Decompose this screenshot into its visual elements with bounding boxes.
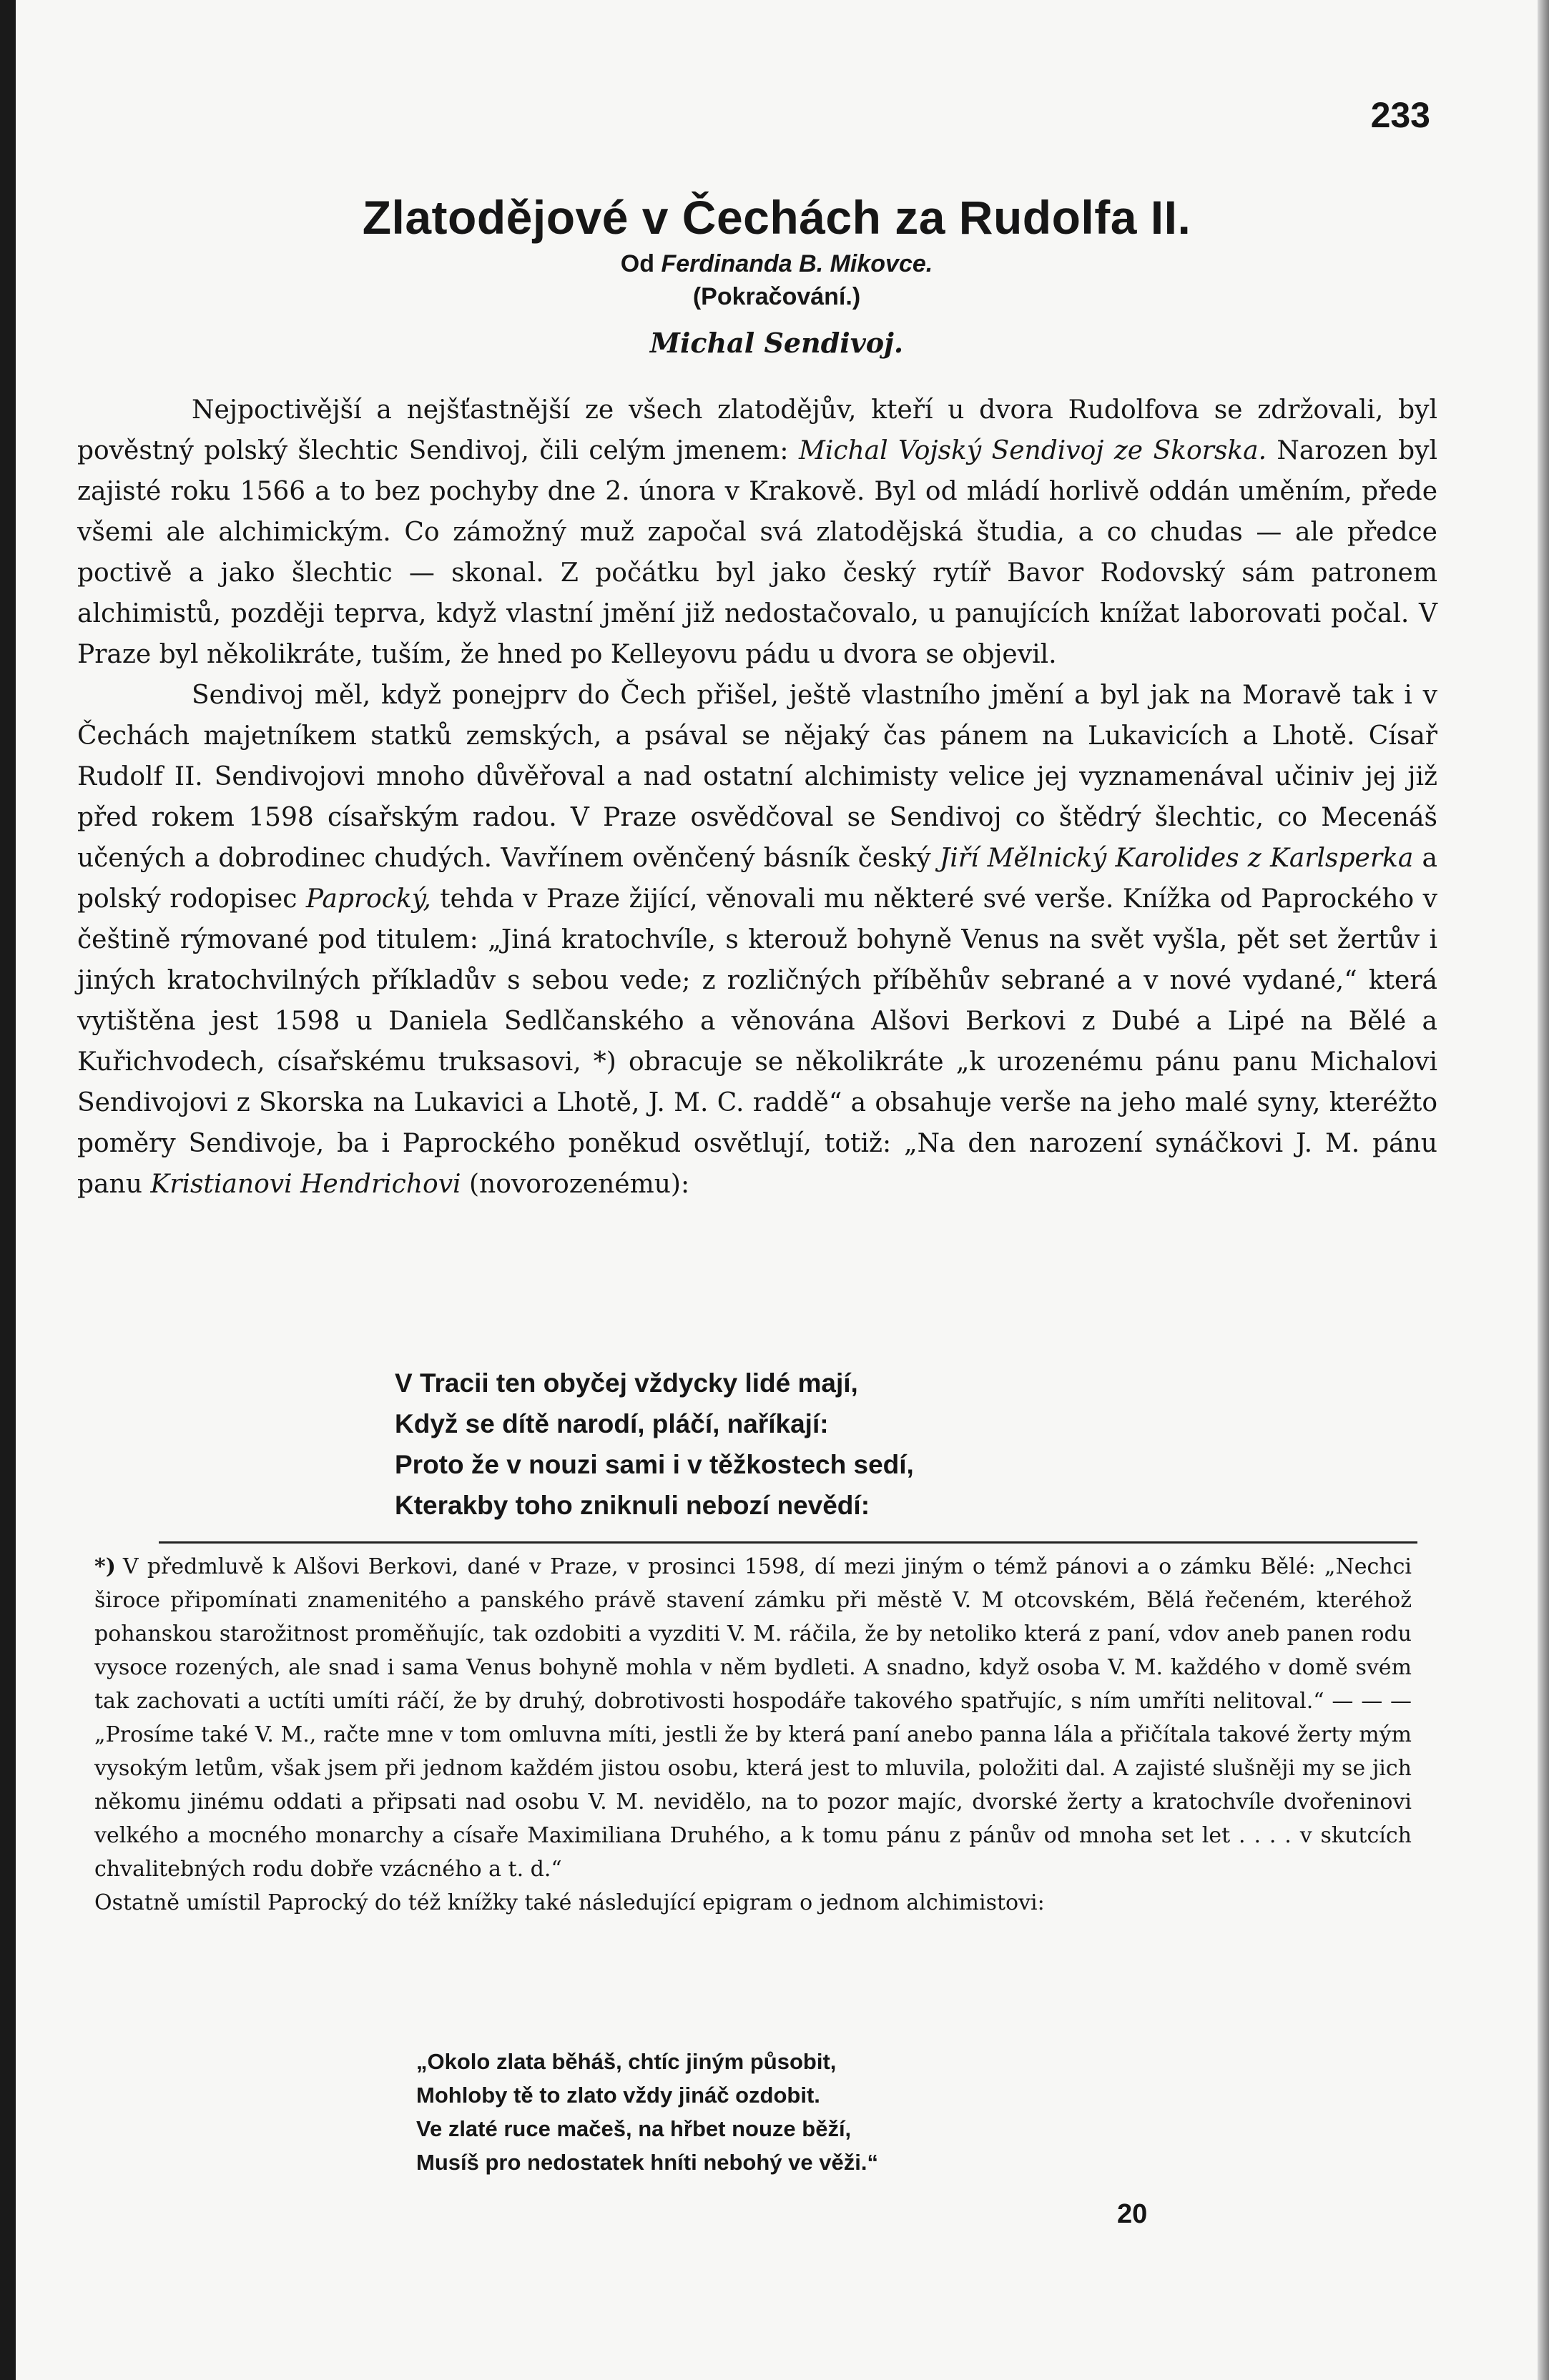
epigram-line: „Okolo zlata běháš, chtíc jiným působit, (416, 2049, 837, 2074)
author-name: Ferdinanda B. Mikovce. (661, 250, 933, 277)
byline (16, 247, 1538, 280)
scan-edge-left (0, 0, 16, 2380)
footnote (94, 1550, 1412, 1920)
poem-line: Když se dítě narodí, pláčí, naříkají: (395, 1409, 829, 1438)
article-header (16, 187, 1538, 363)
epigram (416, 2045, 878, 2179)
section-title: Michal Sendivoj. (649, 327, 904, 359)
page-number: 233 (1370, 95, 1430, 135)
paprocky-name: Paprocký, (305, 884, 431, 914)
scan-edge-right (1538, 0, 1549, 2380)
body-text (77, 390, 1437, 1205)
continuation-note: (Pokračování.) (692, 283, 861, 310)
paragraph-2: Sendivoj měl, když ponejprv do Čech přišel, ještě vlastního jmění a byl jak na Moravě tak i v Čechách majetníkem statků zemských, a psával se nějaký čas pánem na Lukavicích a Lhotě. Císař Rudolf II. Sendivojovi mnoho důvěřoval a nad ostatní alchimisty velice jej vyznamenával učiniv jej již před rokem 1598 císařským radou. V Praze osvědčoval se Sendivoj co štědrý šlechtic, co Mecenáš učených a dobrodinec chudých. Vavřínem ověnčený básník český Jiří Mělnický Karolides z Karlsperka a polský rodopisec Paprocký, tehda v Praze žijící, věnovali mu některé své verše. Knížka od Paprockého v češtině rýmované pod titulem: „Jiná kratochvíle, s kterouž bohyně Venus na svět vyšla, pět set žertův i jiných kratochvilných příkladův s sebou vede; z rozličných příběhův sebrané a v nové vydané,“ která vytištěna jest 1598 u Daniela Sedlčanského a věnována Alšovi Berkovi z Dubé a Lipé na Bělé a Kuřichvodech, císařskému truksasovi, *) obracuje se několikráte „k urozenému pánu panu Michalovi Sendivojovi z Skorska na Lukavici a Lhotě, J. M. C. raddě“ a obsahuje verše na jeho malé syny, kteréžto poměry Sendivoje, ba i Paprockého poněkud osvětlují, totiž: „Na den narození synáčkovi J. M. pánu panu Kristianovi Hendrichovi (novorozenému): (77, 681, 1437, 1199)
poet-name: Jiří Mělnický Karolides z Karlsperka (939, 844, 1414, 873)
paragraph-1: Nejpoctivější a nejšťastnější ze všech zlatodějův, kteří u dvora Rudolfova se zdržovali, byl pověstný polský šlechtic Sendivoj, čili celým jmenem: Michal Vojský Sendivoj ze Skorska. Narozen byl zajisté roku 1566 a to bez pochyby dne 2. února v Krakově. Byl od mládí horlivě oddán uměním, přede všemi ale alchimickým. Co zámožný muž započal svá zlatodějská študia, a co chudas — ale předce poctivě a jako šlechtic — skonal. Z počátku byl jako český rytíř Bavor Rodovský sám patronem alchimistů, později teprva, když vlastní jmění již nedostačovalo, u panujících knížat laborovati počal. V Praze byl několikráte, tuším, že hned po Kelleyovu pádu u dvora se objevil. (77, 395, 1437, 669)
poem-line: Proto že v nouzi sami i v těžkostech sedí, (395, 1450, 914, 1479)
book-page (16, 0, 1538, 2380)
child-name: Kristianovi Hendrichovi (150, 1170, 461, 1199)
epigram-line: Mohloby tě to zlato vždy jináč ozdobit. (416, 2083, 820, 2108)
poem (395, 1363, 914, 1526)
article-title: Zlatodějové v Čechách za Rudolfa II. (362, 191, 1191, 244)
poem-line: Kterakby toho zniknuli nebozí nevědí: (395, 1491, 870, 1520)
epigram-line: Ve zlaté ruce mačeš, na hřbet nouze běží, (416, 2116, 852, 2141)
byline-prefix: Od (620, 250, 654, 277)
full-name: Michal Vojský Sendivoj ze Skorska. (798, 436, 1267, 465)
epigram-line: Musíš pro nedostatek hníti nebohý ve věži.“ (416, 2150, 878, 2175)
footnote-paragraph: *) V předmluvě k Alšovi Berkovi, dané v Praze, v prosinci 1598, dí mezi jiným o témž pánovi a o zámku Bělé: „Nechci široce připomínati znamenitého a panského právě stavení zámku při městě V. M otcovském, Bělá řečeném, kteréhož pohanskou starožitnost proměňujíc, tak ozdobiti a vyzditi V. M. ráčila, že by netoliko která z paní, vdov aneb panen rodu vysoce rozených, ale snad i sama Venus bohyně mohla v něm bydleti. A snadno, když osoba V. M. každého v domě svém tak zachovati a uctíti umíti ráčí, že by druhý, dobrotivosti hospodáře takového spatřujíc, s ním umříti nelitoval.“ — — — „Prosíme také V. M., račte mne v tom omluvna míti, jestli že by která paní anebo panna lála a přičítala takové žerty mým vysokým letům, však jsem při jednom každém jistou osobu, která jest to mluvila, položiti dal. A zajisté slušněji my se jich někomu jinému oddati a připsati nad osobu V. M. nevidělo, na to pozor majíc, dvorské žerty a kratochvíle dvořeninovi velkého a mocného monarchy a císaře Maximiliana Druhého, a k tomu pánu z pánův od mnoha set let . . . . v skutcích chvalitebných rodu dobře vzácného a t. d.“ (94, 1554, 1412, 1882)
poem-line: V Tracii ten obyčej vždycky lidé mají, (395, 1368, 858, 1398)
footnote-continuation: Ostatně umístil Paprocký do též knížky také následující epigram o jednom alchimistovi: (94, 1890, 1045, 1915)
printer-signature: 20 (1117, 2199, 1148, 2229)
footnote-divider (159, 1541, 1417, 1544)
footnote-marker: *) (94, 1554, 116, 1579)
